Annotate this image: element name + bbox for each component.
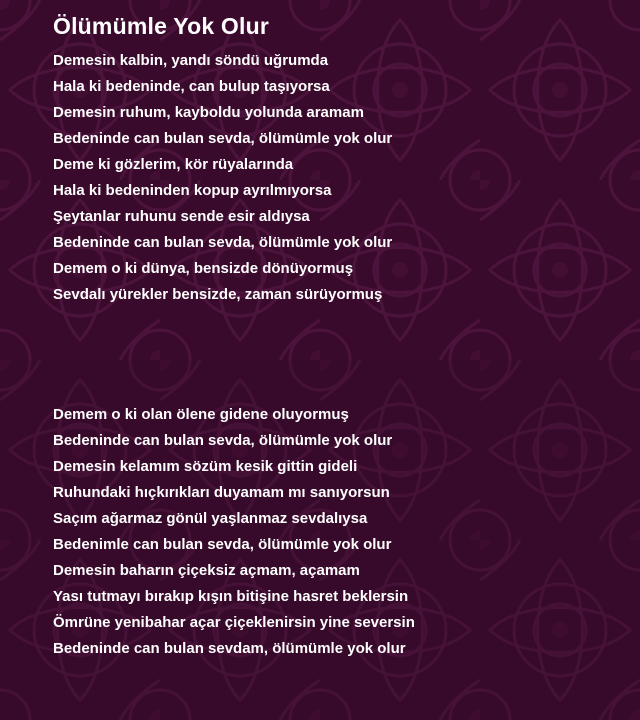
poem-line: Demem o ki dünya, bensizde dönüyormuş bbox=[53, 260, 354, 277]
stanza-2 bbox=[53, 402, 640, 662]
poem-line: Ömrüne yenibahar açar çiçeklenirsin yine seversin bbox=[53, 614, 415, 631]
poem-line: Bedeninde can bulan sevda, ölümümle yok olur bbox=[53, 234, 393, 251]
poem-line: Ruhundaki hıçkırıkları duyamam mı sanıyorsun bbox=[53, 484, 390, 501]
poem-line: Bedeninde can bulan sevdam, ölümümle yok olur bbox=[53, 640, 406, 657]
poem-line: Yası tutmayı bırakıp kışın bitişine hasret beklersin bbox=[53, 588, 409, 605]
poem-line: Demesin ruhum, kayboldu yolunda aramam bbox=[53, 104, 364, 121]
poem-line: Demem o ki olan ölene gidene oluyormuş bbox=[53, 406, 349, 423]
poem-line: Saçım ağarmaz gönül yaşlanmaz sevdalıysa bbox=[53, 510, 368, 527]
poem-line: Bedeninde can bulan sevda, ölümümle yok olur bbox=[53, 130, 393, 147]
poem-line: Demesin baharın çiçeksiz açmam, açamam bbox=[53, 562, 360, 579]
poem-line: Demesin kalbin, yandı söndü uğrumda bbox=[53, 52, 329, 69]
poem-line: Hala ki bedeninde, can bulup taşıyorsa bbox=[53, 78, 330, 95]
poem-line: Bedenimle can bulan sevda, ölümümle yok olur bbox=[53, 536, 392, 553]
poem-line: Sevdalı yürekler bensizde, zaman sürüyormuş bbox=[53, 286, 383, 303]
poem-line: Deme ki gözlerim, kör rüyalarında bbox=[53, 156, 294, 173]
poem-line: Hala ki bedeninden kopup ayrılmıyorsa bbox=[53, 182, 332, 199]
stanza-1 bbox=[53, 48, 640, 308]
poem-line: Şeytanlar ruhunu sende esir aldıysa bbox=[53, 208, 310, 225]
poem-line: Bedeninde can bulan sevda, ölümümle yok olur bbox=[53, 432, 393, 449]
poem-title: Ölümümle Yok Olur bbox=[53, 13, 269, 39]
poem-line: Demesin kelamım sözüm kesik gittin gideli bbox=[53, 458, 358, 475]
